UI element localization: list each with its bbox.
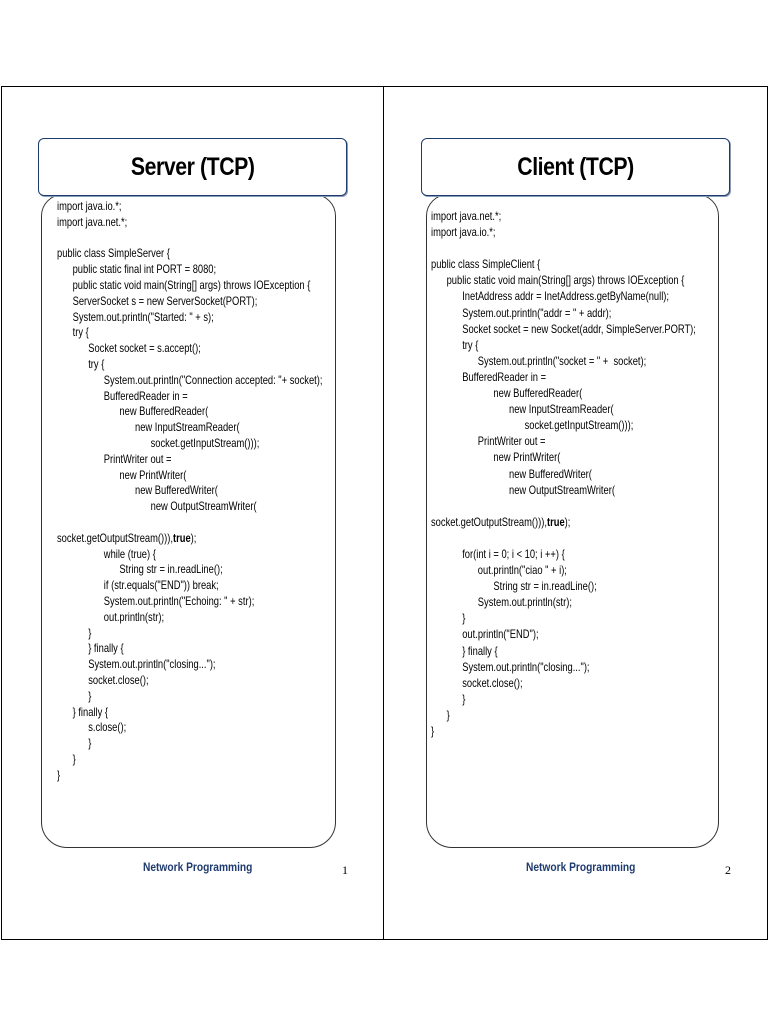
slide-client	[384, 86, 766, 939]
code-listing: import java.io.*; import java.net.*; public class SimpleServer { public static final int PORT = 8080; public static void main(String[] args) throws IOException { ServerSocket s = new ServerSocket(PORT); System.out.println("Started: " + s); try { Socket socket = s.accept(); try { System.out.println("Connection accepted: "+ socket); BufferedReader in = new BufferedReader( new InputStreamReader( socket.getInputStream())); PrintWriter out = new PrintWriter( new BufferedWriter( new OutputStreamWriter( socket.getOutputStream())),true); while (true) { String str = in.readLine(); if (str.equals("END")) break; System.out.println("Echoing: " + str); out.println(str); } } finally { System.out.println("closing..."); socket.close(); } } finally { s.close(); } } }	[57, 199, 323, 782]
code-listing: import java.net.*; import java.io.*; public class SimpleClient { public static void main(String[] args) throws IOException { InetAddress addr = InetAddress.getByName(null); System.out.println("addr = " + addr); Socket socket = new Socket(addr, SimpleServer.PORT); try { System.out.println("socket = " + socket); BufferedReader in = new BufferedReader( new InputStreamReader( socket.getInputStream())); PrintWriter out = new PrintWriter( new BufferedWriter( new OutputStreamWriter( socket.getOutputStream())),true); for(int i = 0; i < 10; i ++) { out.println("ciao " + i); String str = in.readLine(); System.out.println(str); } out.println("END"); } finally { System.out.println("closing..."); socket.close(); } } }	[431, 209, 696, 738]
slide-title: Client (TCP)	[421, 138, 730, 196]
page-number: 1	[342, 863, 348, 877]
footer-label: Network Programming	[526, 860, 636, 874]
page-number: 2	[725, 863, 731, 877]
footer-label: Network Programming	[143, 860, 253, 874]
slide-title: Server (TCP)	[38, 138, 347, 196]
slide-server	[1, 86, 383, 939]
